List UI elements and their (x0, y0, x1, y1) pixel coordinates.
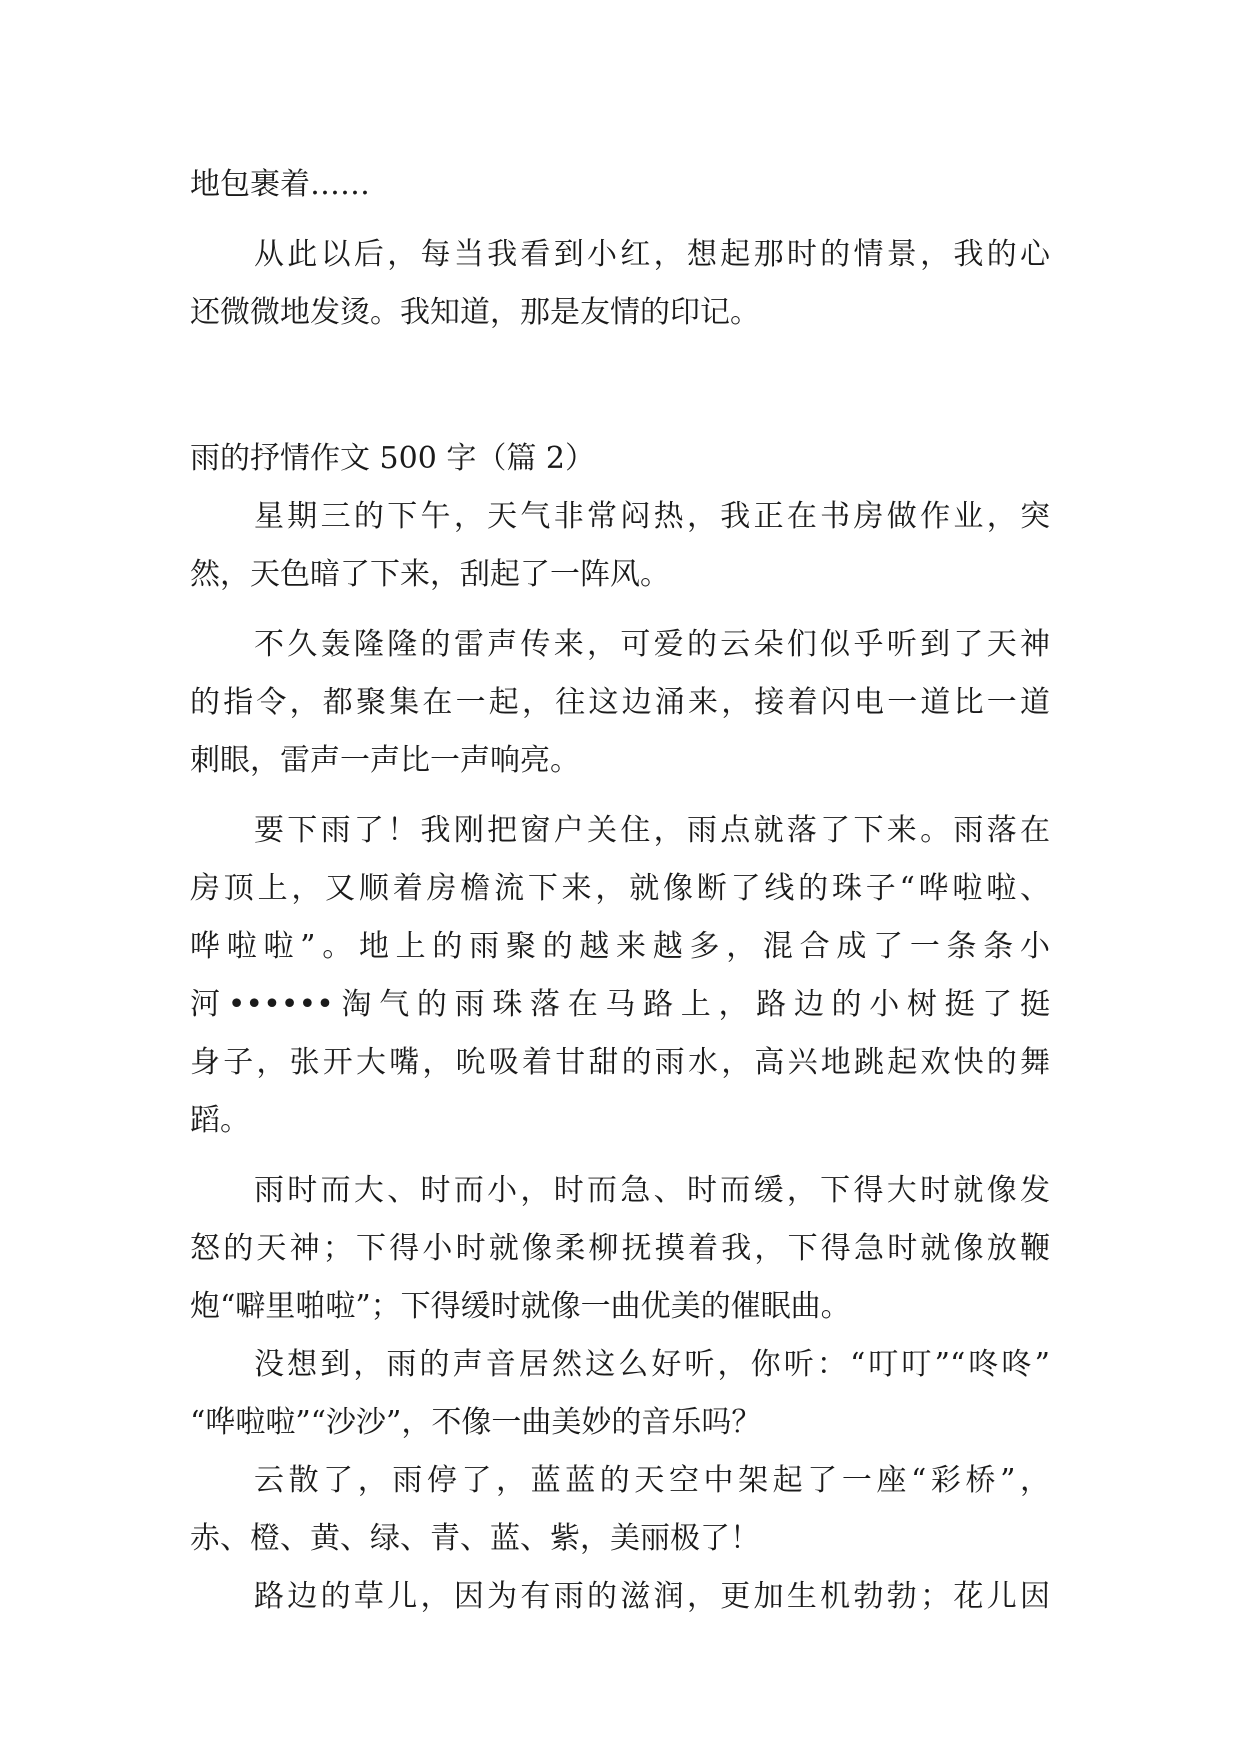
paragraph-line: 河••••••淘气的雨珠落在马路上，路边的小树挺了挺 (190, 987, 1050, 1022)
paragraph-line: 没想到，雨的声音居然这么好听，你听：“叮叮”“咚咚” (254, 1347, 1050, 1382)
paragraph-line: “哗啦啦”“沙沙”，不像一曲美妙的音乐吗？ (190, 1405, 762, 1440)
paragraph-line: 炮“噼里啪啦”；下得缓时就像一曲优美的催眠曲。 (190, 1289, 851, 1324)
paragraph-line: 刺眼，雷声一声比一声响亮。 (190, 743, 580, 778)
section-title: 雨的抒情作文 500 字（篇 2） (190, 441, 595, 476)
paragraph-line: 路边的草儿，因为有雨的滋润，更加生机勃勃；花儿因 (254, 1579, 1050, 1614)
paragraph-line: 要下雨了！我刚把窗户关住，雨点就落了下来。雨落在 (254, 813, 1050, 848)
paragraph-line: 怒的天神；下得小时就像柔柳抚摸着我，下得急时就像放鞭 (190, 1231, 1050, 1266)
paragraph-line: 房顶上，又顺着房檐流下来，就像断了线的珠子“哗啦啦、 (190, 871, 1050, 906)
paragraph-line: 赤、橙、黄、绿、青、蓝、紫，美丽极了！ (190, 1521, 760, 1556)
document-body (190, 156, 1050, 1626)
paragraph-line: 蹈。 (190, 1103, 250, 1138)
paragraph-line: 身子，张开大嘴，吮吸着甘甜的雨水，高兴地跳起欢快的舞 (190, 1045, 1050, 1080)
paragraph-line: 雨时而大、时而小，时而急、时而缓，下得大时就像发 (254, 1173, 1050, 1208)
paragraph-line: 不久轰隆隆的雷声传来，可爱的云朵们似乎听到了天神 (254, 627, 1050, 662)
paragraph-line: 星期三的下午，天气非常闷热，我正在书房做作业，突 (254, 499, 1050, 534)
paragraph-line: 然，天色暗了下来，刮起了一阵风。 (190, 557, 670, 592)
paragraph-line: 的指令，都聚集在一起，往这边涌来，接着闪电一道比一道 (190, 685, 1050, 720)
prev-paragraph-line: 还微微地发烫。我知道，那是友情的印记。 (190, 295, 760, 330)
paragraph-line: 哗啦啦”。地上的雨聚的越来越多，混合成了一条条小 (190, 929, 1050, 964)
prev-paragraph-tail: 地包裹着…… (190, 167, 370, 202)
paragraph-line: 云散了，雨停了，蓝蓝的天空中架起了一座“彩桥”， (254, 1463, 1050, 1498)
prev-paragraph-line: 从此以后，每当我看到小红，想起那时的情景，我的心 (254, 237, 1050, 272)
